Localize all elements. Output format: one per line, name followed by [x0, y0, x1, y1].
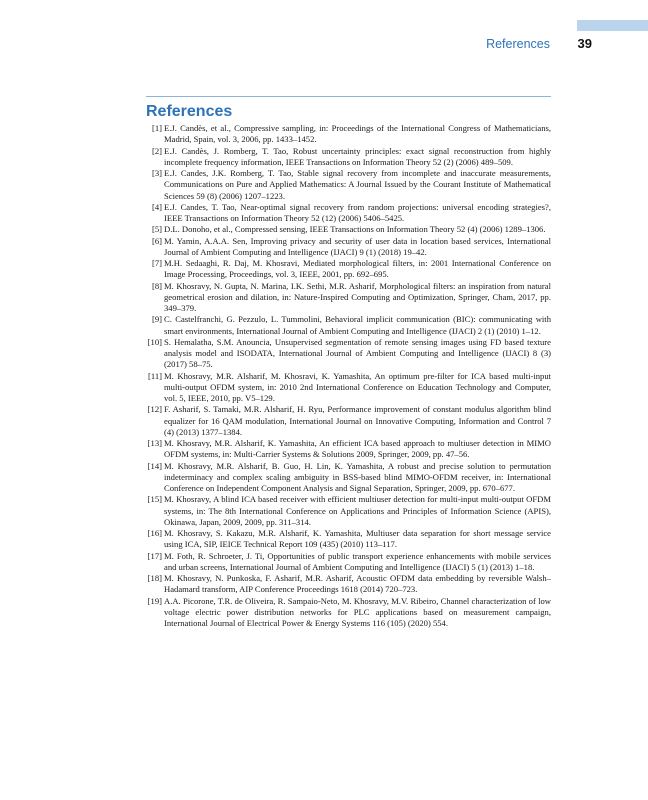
reference-text: M. Khosravy, N. Gupta, N. Marina, I.K. Sethi, M.R. Asharif, Morphological filters: an inspiration from natural geometrical erosion and dilation, in: Nature-Inspired Computing and Optimization, Springer, Cham, 2017, pp. 349–379. [164, 280, 551, 313]
reference-number: [2] [151, 145, 162, 156]
reference-text: C. Castelfranchi, G. Pezzulo, L. Tummolini, Behavioral implicit communication (BIC): communicating with smart environments, International Journal of Ambient Computing and Intelligence (IJACI) 2 (1) (2010) 1–12. [164, 314, 551, 336]
reference-text: F. Asharif, S. Tamaki, M.R. Alsharif, H. Ryu, Performance improvement of constant modulus algorithm blind equalizer for 16 QAM modulation, International Journal on Innovative Computing, Information and Control 7 (4) (2013) 1377–1384. [164, 404, 551, 437]
reference-text: E.J. Candès, et al., Compressive sampling, in: Proceedings of the International Congress of Mathematicians, Madrid, Spain, vol. 3, 2006, pp. 1433–1452. [164, 123, 551, 145]
reference-text: M. Khosravy, A blind ICA based receiver with efficient multiuser detection for multi-input multi-output OFDM systems, in: The 8th International Conference on Applications and Principles of Information Science (APIS), Okinawa, Japan, 2009, 2009, pp. 311–314. [164, 494, 551, 527]
reference-number: [12] [147, 404, 162, 415]
reference-item [146, 528, 551, 551]
reference-item [146, 168, 551, 202]
reference-text: D.L. Donoho, et al., Compressed sensing, IEEE Transactions on Information Theory 52 (4) (2006) 1289–1306. [164, 224, 546, 235]
reference-text: M. Khosravy, M.R. Alsharif, B. Guo, H. Lin, K. Yamashita, A robust and precise solution to permutation indeterminacy and complex scaling ambiguity in BSS-based blind MIMO-OFDM receiver, in: International Conference on Independent Component Analysis and Signal Separation, Springer, 2009, pp. 670–677. [164, 460, 551, 493]
section-divider [146, 96, 551, 97]
reference-number: [13] [147, 438, 162, 448]
section-title: References [146, 103, 233, 120]
reference-list [146, 123, 551, 629]
reference-item [146, 551, 551, 574]
reference-item [146, 404, 551, 438]
reference-number: [6] [151, 235, 162, 246]
reference-item [146, 596, 551, 630]
reference-number: [1] [151, 123, 162, 133]
reference-item [146, 123, 551, 146]
reference-number: [17] [147, 550, 162, 561]
reference-number: [10] [147, 336, 162, 347]
reference-item [146, 371, 551, 405]
header-accent-bar [577, 20, 648, 31]
reference-text: A.A. Picorone, T.R. de Oliveira, R. Sampaio-Neto, M. Khosravy, M.V. Ribeiro, Channel characterization of low voltage electric power distribution networks for PLC applications based on measurement campaign, International Journal of Electrical Power & Energy Systems 116 (105) (2020) 554. [164, 595, 551, 628]
reference-item [146, 258, 551, 281]
reference-text: M. Khosravy, M.R. Alsharif, M. Khosravi, K. Yamashita, An optimum pre-filter for ICA based multi-input multi-output OFDM system, in: 2010 2nd International Conference on Education Technology and Computer, vol. 5, IEEE, 2010, pp. V5–129. [164, 370, 551, 403]
reference-item [146, 146, 551, 169]
reference-item [146, 494, 551, 528]
reference-item [146, 236, 551, 259]
reference-item [146, 202, 551, 225]
reference-text: M. Khosravy, N. Punkoska, F. Asharif, M.R. Asharif, Acoustic OFDM data embedding by reversible Walsh–Hadamard transform, AIP Conference Proceedings 1618 (2014) 720–723. [164, 573, 551, 595]
page-number: 39 [577, 36, 592, 51]
reference-number: [4] [151, 201, 162, 212]
reference-text: M. Yamin, A.A.A. Sen, Improving privacy and security of user data in location based services, International Journal of Ambient Computing and Intelligence (IJACI) 9 (1) (2018) 19–42. [164, 235, 551, 257]
reference-text: E.J. Candès, J. Romberg, T. Tao, Robust uncertainty principles: exact signal reconstruction from highly incomplete frequency information, IEEE Transactions on Information Theory 52 (2) (2006) 489–509. [164, 145, 551, 167]
reference-number: [5] [151, 224, 162, 235]
reference-text: M. Foth, R. Schroeter, J. Ti, Opportunities of public transport experience enhancements with mobile services and urban screens, International Journal of Ambient Computing and Intelligence (IJACI) 5 (1) (2013) 1–18. [164, 550, 551, 572]
reference-number: [14] [147, 460, 162, 471]
reference-item [146, 438, 551, 461]
reference-text: M.H. Sedaaghi, R. Daj, M. Khosravi, Mediated morphological filters, in: 2001 International Conference on Image Processing, Proceedings, vol. 3, IEEE, 2001, pp. 692–695. [164, 258, 551, 280]
reference-item [146, 461, 551, 495]
reference-number: [19] [147, 595, 162, 606]
reference-number: [8] [151, 280, 162, 291]
reference-item [146, 573, 551, 596]
running-head-title: References [486, 37, 550, 51]
reference-text: M. Khosravy, S. Kakazu, M.R. Alsharif, K. Yamashita, Multiuser data separation for short message service using ICA, SIP, IEICE Technical Report 109 (435) (2010) 113–117. [164, 528, 551, 550]
reference-number: [11] [148, 370, 162, 381]
reference-number: [15] [147, 494, 162, 505]
reference-item [146, 337, 551, 371]
reference-item [146, 224, 551, 235]
reference-item [146, 314, 551, 337]
reference-text: S. Hemalatha, S.M. Anouncia, Unsupervised segmentation of remote sensing images using FD based texture analysis model and ISODATA, International Journal of Ambient Computing and Intelligence (IJACI) 8 (3) (2017) 58–75. [164, 336, 551, 370]
reference-text: E.J. Candes, J.K. Romberg, T. Tao, Stable signal recovery from incomplete and inaccurate measurements, Communications on Pure and Applied Mathematics: A Journal Issued by the Courant Institute of Mathematical Sciences 59 (8) (2006) 1207–1223. [164, 168, 551, 201]
reference-number: [3] [151, 168, 162, 178]
reference-number: [7] [151, 258, 162, 268]
reference-item [146, 281, 551, 315]
reference-text: E.J. Candes, T. Tao, Near-optimal signal recovery from random projections: universal encoding strategies?, IEEE Transactions on Information Theory 52 (12) (2006) 5406–5425. [164, 201, 551, 223]
reference-number: [18] [147, 573, 162, 583]
reference-number: [9] [151, 314, 162, 325]
reference-number: [16] [147, 528, 162, 538]
reference-text: M. Khosravy, M.R. Alsharif, K. Yamashita, An efficient ICA based approach to multiuser detection in MIMO OFDM systems, in: Multi-Carrier Systems & Solutions 2009, Springer, 2009, pp. 47–56. [164, 438, 551, 460]
